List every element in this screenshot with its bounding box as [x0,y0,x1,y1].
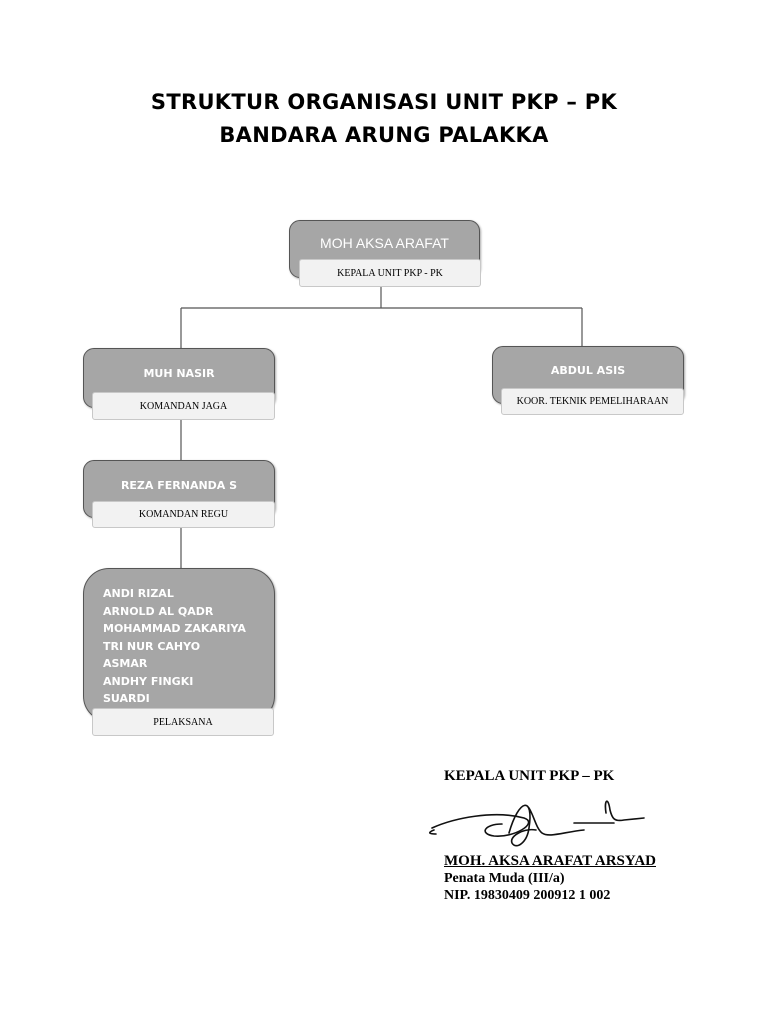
node-name: MUH NASIR [143,367,215,380]
node-name: REZA FERNANDA S [120,479,238,492]
signature-title: KEPALA UNIT PKP – PK [444,768,615,784]
staff-member: TRI NUR CAHYO [103,639,201,653]
staff-member-list [103,585,246,708]
signatory-rank: Penata Muda (III/a) [444,871,565,886]
staff-member: ASMAR [103,657,148,670]
node-role-label: KOMANDAN REGU [92,501,275,528]
staff-member: ANDI RIZAL [103,587,174,600]
org-node-staff [83,568,275,722]
page-title-line2: BANDARA ARUNG PALAKKA [219,123,549,147]
node-role-label: KOMANDAN JAGA [92,392,275,420]
node-role-label: KEPALA UNIT PKP - PK [299,259,481,287]
signatory-name: MOH. AKSA ARAFAT ARSYAD [444,853,656,869]
staff-member: ANDHY FINGKI [103,674,194,688]
handwritten-signature [424,788,654,858]
node-name: MOH AKSA ARAFAT [320,235,449,251]
staff-member: SUARDI [103,692,150,705]
node-name: ABDUL ASIS [550,364,626,377]
staff-member: ARNOLD AL QADR [103,604,214,618]
staff-member: MOHAMMAD ZAKARIYA [103,622,246,635]
node-role-label: PELAKSANA [92,708,274,736]
page-title-line1: STRUKTUR ORGANISASI UNIT PKP – PK [150,90,618,114]
node-role-label: KOOR. TEKNIK PEMELIHARAAN [501,388,684,415]
signatory-nip: NIP. 19830409 200912 1 002 [444,888,611,903]
